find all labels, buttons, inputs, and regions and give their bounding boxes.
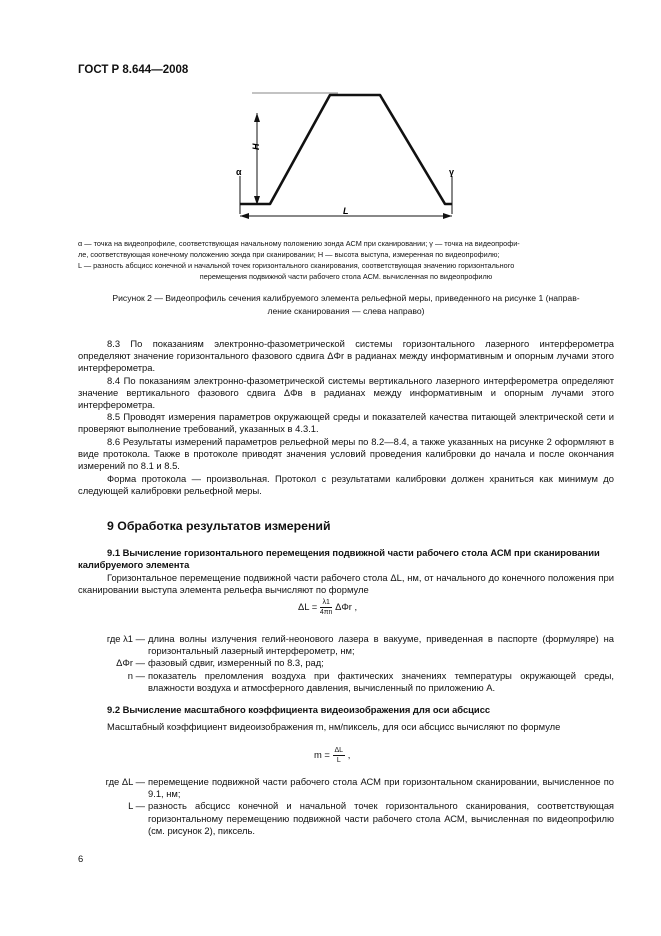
profile-figure xyxy=(0,0,661,236)
l-label: L xyxy=(343,206,349,216)
definition-row xyxy=(78,800,614,837)
definitions-list-2 xyxy=(78,776,614,837)
definition-row xyxy=(78,776,614,800)
fraction-numerator: ΔL xyxy=(334,747,344,754)
h-arrow-top xyxy=(254,113,260,122)
document-header: ГОСТ Р 8.644—2008 xyxy=(78,64,189,76)
h-label: H xyxy=(251,143,261,150)
section-9-title: 9 Обработка результатов измерений xyxy=(107,519,331,533)
paragraph-9-1: Горизонтальное перемещение подвижной части рабочего стола ΔL, нм, от начального до конечного положения при сканировании выступа элемента рельефа вычисляют по формуле xyxy=(78,572,614,596)
l-arrow-left xyxy=(240,213,249,219)
paragraph-8-6: 8.6 Результаты измерений параметров рельефной меры по 8.2—8.4, а также указанных на рисунке 2 оформляют в виде протокола. Также в протоколе приводят значения условий проведения калибровки до начала и после окончания измерений по 8.1 и 8.5. xyxy=(78,436,614,472)
fraction-denominator: 4πn xyxy=(319,609,333,616)
legend-line: L — разность абсцисс конечной и начальной точек горизонтального сканирования, соответствующая значению горизонтального xyxy=(78,261,515,270)
definition-text: перемещение подвижной части рабочего стола АСМ при горизонтальном сканировании, вычисленное по 9.1, нм; xyxy=(148,776,614,800)
formula-rhs: , xyxy=(347,748,351,760)
paragraph-9-2: Масштабный коэффициент видеоизображения m, нм/пиксель, для оси абсцисс вычисляют по формуле xyxy=(107,721,561,732)
legend-line: α — точка на видеопрофиле, соответствующая начальному положению зонда АСМ при сканировании; γ — точка на видеопрофи- xyxy=(78,239,520,248)
caption-line: Рисунок 2 — Видеопрофиль сечения калибруемого элемента рельефной меры, приведенного на рисунке 1 (направ- xyxy=(112,293,580,303)
definition-term: n — xyxy=(127,669,145,681)
formula-lhs: ΔL = xyxy=(298,600,318,612)
figure-caption xyxy=(78,292,614,317)
definition-row xyxy=(78,657,614,669)
alpha-label: α xyxy=(236,167,242,177)
definition-term: L — xyxy=(128,800,145,812)
definition-text: фазовый сдвиг, измеренный по 8.3, рад; xyxy=(148,657,324,669)
paragraph-8-5: 8.5 Проводят измерения параметров окружающей среды и показателей качества питающей электрической сети и проверяют выполнение требований, указанных в 4.3.1. xyxy=(78,411,614,435)
definition-text: длина волны излучения гелий-неонового лазера в вакууме, приведенная в паспорте (формуляре) на горизонтальный лазерный интерферометр, нм; xyxy=(148,633,614,657)
definition-row xyxy=(78,670,614,694)
definition-text: разность абсцисс конечной и начальной точек горизонтального сканирования, соответствующая горизонтальному перемещению подвижной части рабочего стола АСМ, вычисленная по видеопрофилю (см. рисунок 2), пиксель. xyxy=(148,800,614,836)
definitions-list-1 xyxy=(78,633,614,694)
formula-delta-l xyxy=(298,598,357,617)
l-arrow-right xyxy=(443,213,452,219)
definition-text: показатель преломления воздуха при фактических значениях температуры окружающей среды, влажности воздуха и атмосферного давления, вычисленный по приложению А. xyxy=(148,669,614,693)
formula-rhs: ΔΦr , xyxy=(335,600,358,612)
subsection-9-2-title: 9.2 Вычисление масштабного коэффициента видеоизображения для оси абсцисс xyxy=(107,704,491,715)
formula-lhs: m = xyxy=(314,748,330,760)
definition-row xyxy=(78,633,614,657)
definition-term: где ΔL — xyxy=(105,776,145,787)
formula-fraction xyxy=(333,746,346,765)
figure-legend xyxy=(78,238,614,282)
paragraph-protocol-form: Форма протокола — произвольная. Протокол с результатами калибровки должен храниться как минимум до следующей калибровки рельефной меры. xyxy=(78,473,614,497)
profile-curve xyxy=(240,95,455,204)
formula-m xyxy=(314,746,350,765)
fraction-denominator: L xyxy=(336,757,341,764)
caption-line: ление сканирования — слева направо) xyxy=(267,305,425,316)
legend-line: ле, соответствующая конечному положению зонда при сканировании; H — высота выступа, измеренная по видеопрофилю; xyxy=(78,250,500,259)
legend-line: перемещения подвижной части рабочего стола АСМ. вычисленная по видеопрофилю xyxy=(199,272,493,281)
paragraph-8-4: 8.4 По показаниям электронно-фазометрической системы вертикального лазерного интерферометра определяют значение вертикального фазового сдвига ΔΦв в радианах между информативным и опорным лучами этого интерферометра. xyxy=(78,375,614,411)
subsection-9-1-title: 9.1 Вычисление горизонтального перемещения подвижной части рабочего стола АСМ при сканировании калибруемого элемента xyxy=(78,547,600,571)
page-number: 6 xyxy=(78,853,84,864)
gamma-label: γ xyxy=(449,167,455,177)
definition-term: где λ1 — xyxy=(106,633,145,644)
fraction-numerator: λ1 xyxy=(320,598,333,608)
paragraph-8-3: 8.3 По показаниям электронно-фазометрической системы горизонтального лазерного интерферометра определяют значение горизонтального фазового сдвига ΔΦr в радианах между информативным и опорным лучами этого интерферометра. xyxy=(78,338,614,374)
definition-term: ΔΦr — xyxy=(116,657,145,669)
formula-fraction xyxy=(320,598,333,617)
